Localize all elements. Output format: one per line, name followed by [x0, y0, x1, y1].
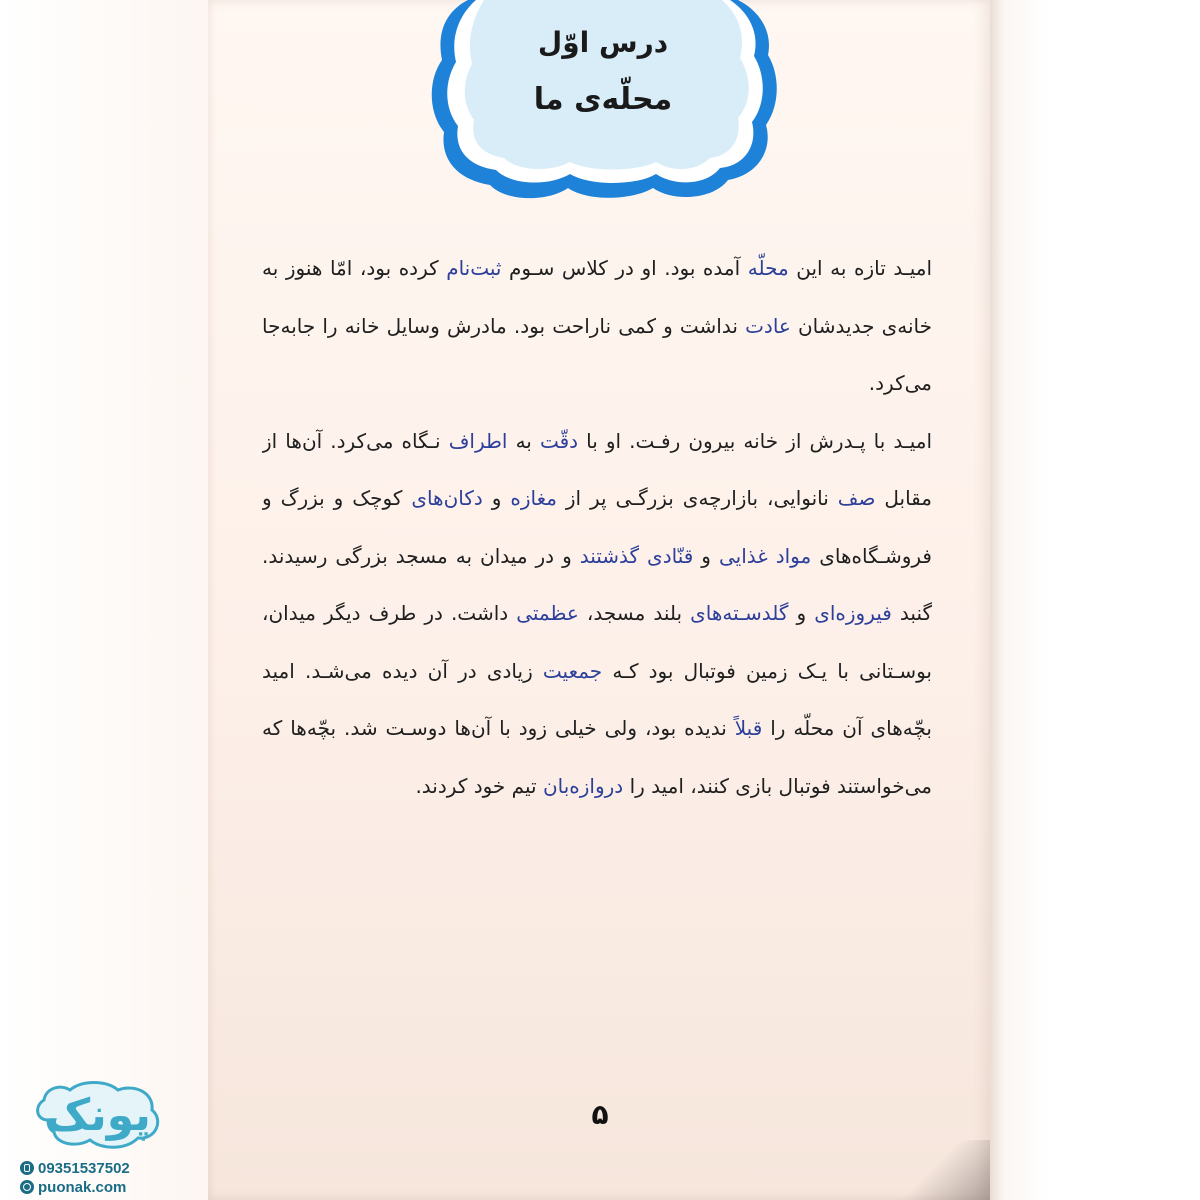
globe-icon: [20, 1180, 34, 1194]
keyword: ثبت‌نام: [446, 256, 502, 280]
keyword: مغازه: [510, 486, 557, 510]
keyword: دکان‌های: [411, 486, 483, 510]
story-fragment: بوسـتانی با یـک زمین فوتبال بود کـه: [602, 658, 932, 683]
story-fragment: نـگاه می‌کرد. آن‌ها از: [262, 428, 449, 453]
story-fragment: فروشـگاه‌های: [811, 543, 932, 568]
lesson-title: محلّه‌ی ما: [533, 82, 673, 117]
keyword: دقّت: [539, 428, 579, 453]
story-fragment: نانوایی، بازارچه‌ی بزرگـی پر از: [556, 486, 838, 510]
keyword: صف: [837, 486, 876, 510]
story-fragment: امیـد تازه به این: [788, 256, 932, 280]
story-fragment: امیـد با پـدرش از خانه بیرون رفـت. او با: [578, 428, 932, 453]
story-line: [262, 355, 932, 413]
story-line: [262, 643, 932, 701]
story-fragment: و: [693, 543, 719, 568]
story-fragment: تیم خود کردند.: [415, 773, 543, 798]
story-fragment: کوچک و بزرگ و: [262, 486, 412, 510]
keyword: قبلاً: [734, 716, 763, 740]
keyword: عظمتی: [516, 601, 579, 625]
story-fragment: کرده بود، امّا هنوز به: [262, 256, 447, 280]
keyword: دروازه‌بان: [542, 773, 624, 798]
keyword: فیروزه‌ای: [814, 601, 892, 625]
story-fragment: و: [788, 601, 815, 625]
story-line: [262, 528, 932, 586]
page-number: ۵: [591, 1098, 609, 1131]
story-fragment: نداشت و کمی ناراحت بود. مادرش وسایل خانه را جابه‌جا: [262, 313, 746, 338]
story-line: [262, 585, 932, 643]
page-margin-left: [0, 0, 210, 1200]
story-fragment: آمده بود. او در کلاس سـوم: [501, 256, 748, 280]
story-fragment: مقابل: [875, 486, 932, 510]
story-line: [262, 240, 932, 298]
logo-site-row: [20, 1178, 170, 1196]
story-text: [262, 240, 932, 815]
keyword: قنّادی گذشتند: [579, 543, 694, 568]
keyword: اطراف: [448, 428, 508, 453]
story-fragment: ندیده بود، ولی خیلی زود با آن‌ها دوسـت شد. بچّه‌ها که: [262, 716, 735, 740]
story-line: [262, 470, 932, 528]
watermark-logo: [20, 1080, 170, 1195]
phone-icon: [20, 1161, 34, 1175]
story-line: [262, 298, 932, 356]
story-fragment: زیادی در آن دیده می‌شـد. امید: [262, 658, 543, 683]
story-fragment: می‌خواستند فوتبال بازی کنند، امید را: [623, 773, 932, 798]
logo-brand-text: پونک: [45, 1090, 151, 1141]
story-fragment: بچّه‌های آن محلّه را: [762, 716, 932, 740]
story-line: [262, 700, 932, 758]
story-fragment: و: [482, 486, 511, 510]
logo-website: puonak.com: [38, 1178, 127, 1196]
keyword: مواد غذایی: [718, 543, 812, 568]
keyword: عادت: [745, 313, 791, 338]
story-line: [262, 413, 932, 471]
keyword: گلدسـته‌های: [690, 601, 789, 625]
page-edge: [990, 0, 1200, 1200]
story-fragment: به: [507, 428, 540, 453]
story-fragment: بلند مسجد،: [578, 601, 691, 625]
lesson-header-cloud: [428, 0, 778, 200]
page-shadow: [900, 1140, 990, 1200]
story-fragment: خانه‌ی جدیدشان: [790, 313, 932, 338]
story-fragment: داشت. در طرف دیگر میدان،: [262, 601, 517, 625]
story-fragment: و در میدان به مسجد بزرگی رسیدند.: [262, 543, 580, 568]
logo-phone-row: [20, 1159, 170, 1177]
story-line: [262, 758, 932, 816]
story-fragment: می‌کرد.: [868, 371, 932, 395]
lesson-number: درس اوّل: [537, 26, 669, 59]
keyword: جمعیت: [542, 658, 603, 683]
story-fragment: گنبد: [891, 601, 932, 625]
keyword: محلّه: [747, 256, 789, 280]
logo-phone-number: 09351537502: [38, 1159, 130, 1177]
